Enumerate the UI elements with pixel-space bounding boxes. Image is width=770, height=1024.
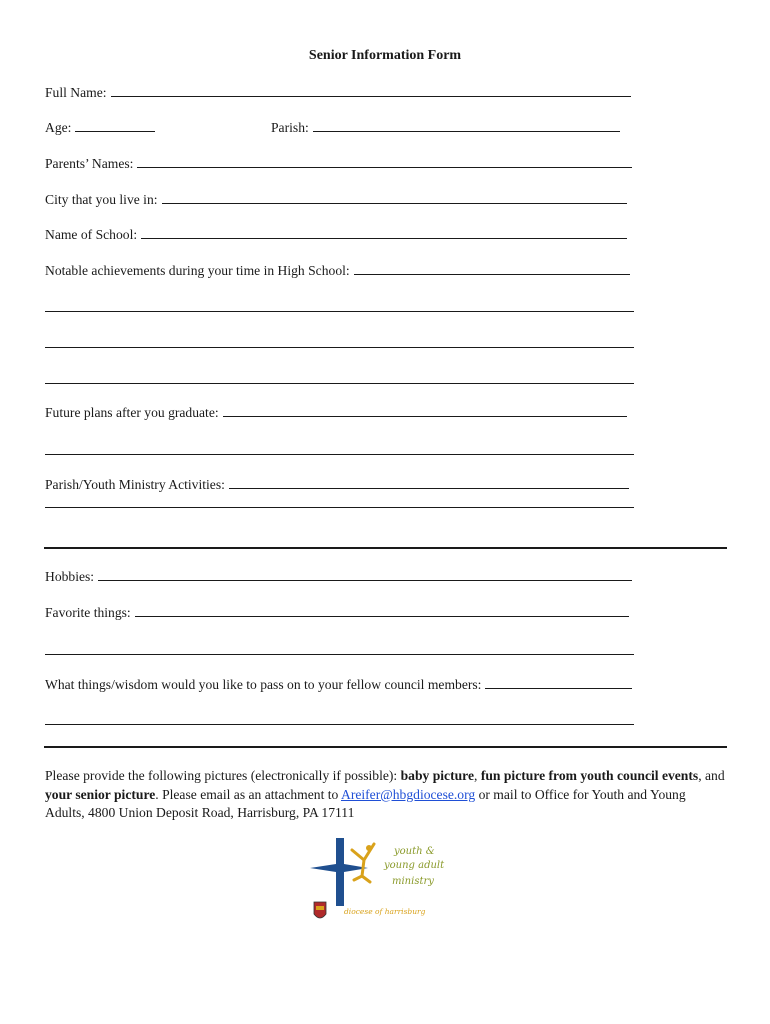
city-label: City that you live in: (45, 192, 158, 207)
wisdom-line-1[interactable] (45, 724, 634, 725)
age-row (45, 119, 155, 136)
achievements-line-1[interactable] (45, 311, 634, 312)
city-field[interactable] (162, 191, 627, 204)
school-label: Name of School: (45, 227, 138, 242)
future-plans-line-1[interactable] (45, 454, 634, 455)
closing-text-3: or mail to Office for Youth and Young Adults, 4800 Union Deposit Road, Harrisburg, PA 17111 (45, 786, 686, 820)
hobbies-field[interactable] (98, 568, 632, 581)
closing-text-2: . Please email as an attachment to (155, 786, 341, 802)
wisdom-label: What things/wisdom would you like to pass on to your fellow council members: (45, 677, 482, 692)
future-plans-row (45, 404, 627, 421)
closing-paragraph (45, 767, 725, 823)
favorite-things-line-1[interactable] (45, 654, 634, 655)
parish-label: Parish: (271, 120, 309, 135)
future-plans-label: Future plans after you graduate: (45, 405, 219, 420)
city-row (45, 191, 627, 208)
favorite-things-row (45, 604, 629, 621)
full-name-label: Full Name: (45, 85, 107, 100)
activities-label: Parish/Youth Ministry Activities: (45, 477, 225, 492)
parish-field[interactable] (313, 119, 620, 132)
fun-picture-text: fun picture from youth council events (480, 768, 699, 783)
achievements-line-3[interactable] (45, 383, 634, 384)
age-field[interactable] (75, 119, 155, 132)
youth-ministry-logo (306, 836, 456, 928)
age-label: Age: (45, 120, 72, 135)
section-divider-1 (44, 547, 727, 549)
school-field[interactable] (141, 226, 627, 239)
school-row (45, 226, 627, 243)
form-title: Senior Information Form (308, 48, 462, 63)
logo-graphic (306, 836, 456, 928)
favorite-things-label: Favorite things: (45, 605, 131, 620)
full-name-row (45, 84, 631, 101)
logo-figure-body-icon (352, 844, 374, 882)
logo-cross-icon (310, 838, 368, 906)
full-name-field[interactable] (111, 84, 631, 97)
closing-sep-1: , (474, 768, 481, 783)
activities-line-1[interactable] (45, 507, 634, 508)
parents-names-field[interactable] (137, 155, 632, 168)
logo-text-line2: young adult (384, 860, 445, 871)
logo-text-line1: youth & (394, 846, 435, 857)
future-plans-field[interactable] (223, 404, 627, 417)
email-link[interactable]: Areifer@hbgdiocese.org (341, 786, 476, 802)
parents-names-row (45, 155, 632, 172)
achievements-row (45, 262, 630, 279)
senior-picture-text: your senior picture (45, 786, 156, 802)
hobbies-label: Hobbies: (45, 569, 95, 584)
hobbies-row (45, 568, 632, 585)
parish-row (271, 119, 620, 136)
section-divider-2 (44, 746, 727, 748)
achievements-label: Notable achievements during your time in High School: (45, 263, 350, 278)
parents-names-label: Parents’ Names: (45, 156, 134, 171)
wisdom-row (45, 676, 632, 693)
logo-text-line4: diocese of harrisburg (344, 907, 426, 916)
baby-picture-text: baby picture (400, 768, 475, 783)
activities-row (45, 476, 629, 493)
closing-sep-2: , and (698, 768, 725, 783)
closing-text-1: Please provide the following pictures (electronically if possible): (45, 768, 401, 783)
achievements-field[interactable] (354, 262, 630, 275)
activities-field[interactable] (229, 476, 629, 489)
wisdom-field[interactable] (485, 676, 632, 689)
logo-text-line3: ministry (392, 876, 434, 887)
favorite-things-field[interactable] (135, 604, 629, 617)
achievements-line-2[interactable] (45, 347, 634, 348)
